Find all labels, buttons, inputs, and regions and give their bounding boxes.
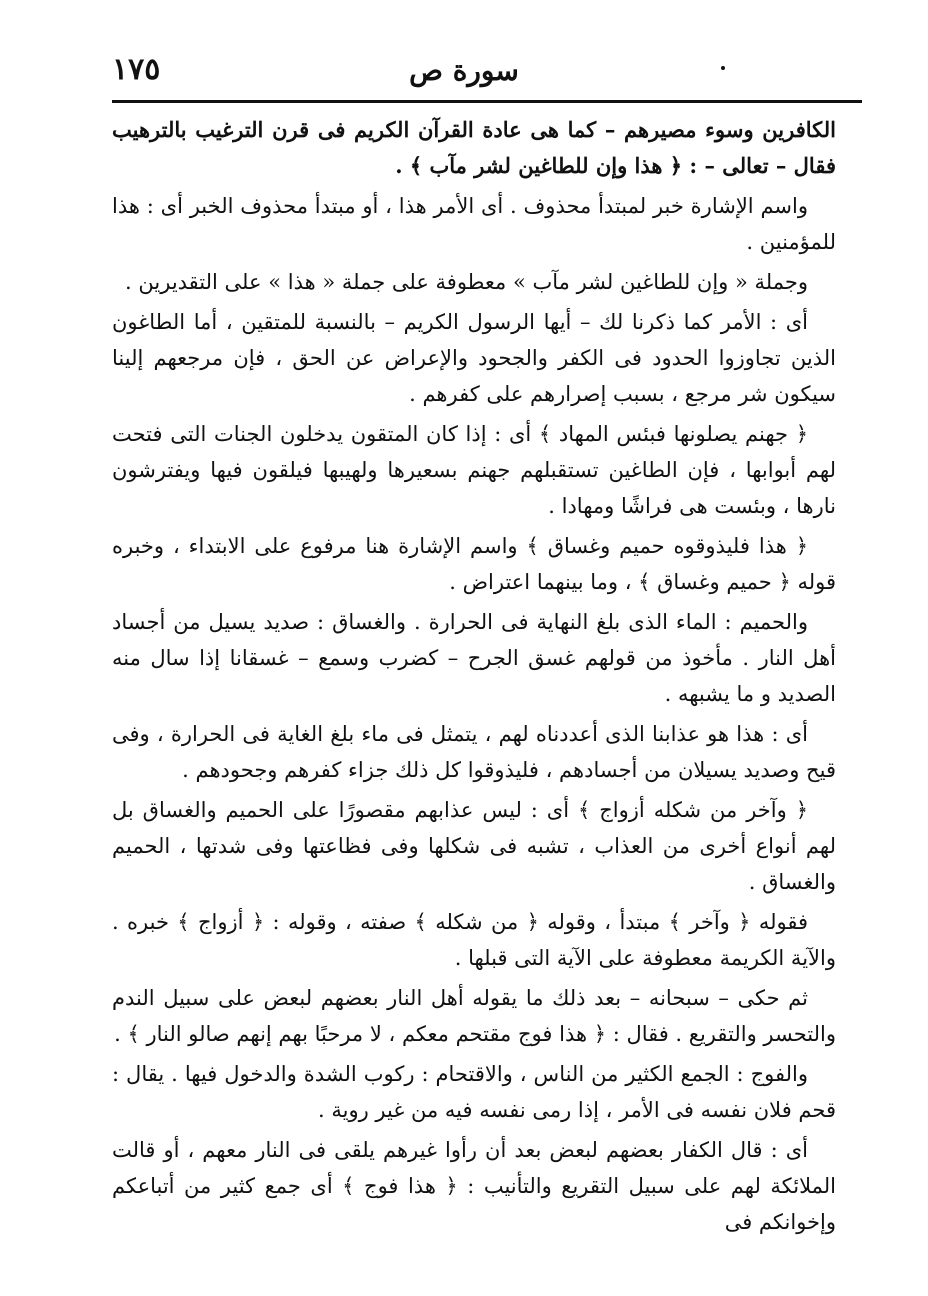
page-body bbox=[112, 112, 836, 1244]
header-dot bbox=[721, 66, 725, 70]
paragraph: والفوج : الجمع الكثير من الناس ، والاقتحام : ركوب الشدة والدخول فيها . يقال : قحم فلان نفسه فى الأمر ، إذا رمى نفسه فيه من غير روية . bbox=[112, 1062, 836, 1122]
header-rule bbox=[112, 100, 862, 103]
paragraph: الكافرين وسوء مصيرهم – كما هى عادة القرآن الكريم فى قرن الترغيب بالترهيب فقال – تعالى – : ﴿ هذا وإن للطاغين لشر مآب ﴾ . bbox=[112, 117, 836, 178]
paragraph: أى : الأمر كما ذكرنا لك – أيها الرسول الكريم – بالنسبة للمتقين ، أما الطاغون الذين تجاوزوا الحدود فى الكفر والجحود والإعراض عن الحق ، فإن مرجعهم إلينا سيكون شر مرجع ، بسبب إصرارهم على كفرهم . bbox=[112, 310, 836, 406]
paragraph: والحميم : الماء الذى بلغ النهاية فى الحرارة . والغساق : صديد يسيل من أجساد أهل النار . مأخوذ من قولهم غسق الجرح – كضرب وسمع – غسقانا إذا سال منه الصديد و ما يشبهه . bbox=[112, 610, 836, 706]
paragraph: وجملة « وإن للطاغين لشر مآب » معطوفة على جملة « هذا » على التقديرين . bbox=[125, 270, 808, 294]
paragraph: ثم حكى – سبحانه – بعد ذلك ما يقوله أهل النار بعضهم لبعض على سبيل الندم والتحسر والتقريع . فقال : ﴿ هذا فوج مقتحم معكم ، لا مرحبًا بهم إنهم صالو النار ﴾ . bbox=[112, 986, 836, 1046]
paragraph: ﴿ وآخر من شكله أزواج ﴾ أى : ليس عذابهم مقصورًا على الحميم والغساق بل لهم أنواع أخرى من العذاب ، تشبه فى شكلها وفى فظاعتها وفى شدتها ، الحميم والغساق . bbox=[112, 798, 836, 894]
paragraph: أى : قال الكفار بعضهم لبعض بعد أن رأوا غيرهم يلقى فى النار معهم ، أو قالت الملائكة لهم على سبيل التقريع والتأنيب : ﴿ هذا فوج ﴾ أى جمع كثير من أتباعكم وإخوانكم فى bbox=[112, 1138, 836, 1234]
surah-title: سورة ص bbox=[409, 54, 519, 87]
paragraph: فقوله ﴿ وآخر ﴾ مبتدأ ، وقوله ﴿ من شكله ﴾ صفته ، وقوله : ﴿ أزواج ﴾ خبره . والآية الكريمة معطوفة على الآية التى قبلها . bbox=[112, 910, 836, 970]
paragraph: ﴿ جهنم يصلونها فبئس المهاد ﴾ أى : إذا كان المتقون يدخلون الجنات التى فتحت لهم أبوابها ، فإن الطاغين تستقبلهم جهنم بسعيرها ولهيبها فيلقون فيها ويفترشون نارها ، وبئست هى فراشًا ومهادا . bbox=[112, 422, 836, 518]
page-number: ١٧٥ bbox=[112, 52, 161, 87]
paragraph: ﴿ هذا فليذوقوه حميم وغساق ﴾ واسم الإشارة هنا مرفوع على الابتداء ، وخبره قوله ﴿ حميم وغساق ﴾ ، وما بينهما اعتراض . bbox=[112, 534, 836, 594]
paragraph: واسم الإشارة خبر لمبتدأ محذوف . أى الأمر هذا ، أو مبتدأ محذوف الخبر أى : هذا للمؤمنين . bbox=[112, 194, 836, 254]
paragraph: أى : هذا هو عذابنا الذى أعددناه لهم ، يتمثل فى ماء بلغ الغاية فى الحرارة ، وفى قيح وصديد يسيلان من أجسادهم ، فليذوقوا كل ذلك جزاء كفرهم وجحودهم . bbox=[112, 722, 836, 782]
